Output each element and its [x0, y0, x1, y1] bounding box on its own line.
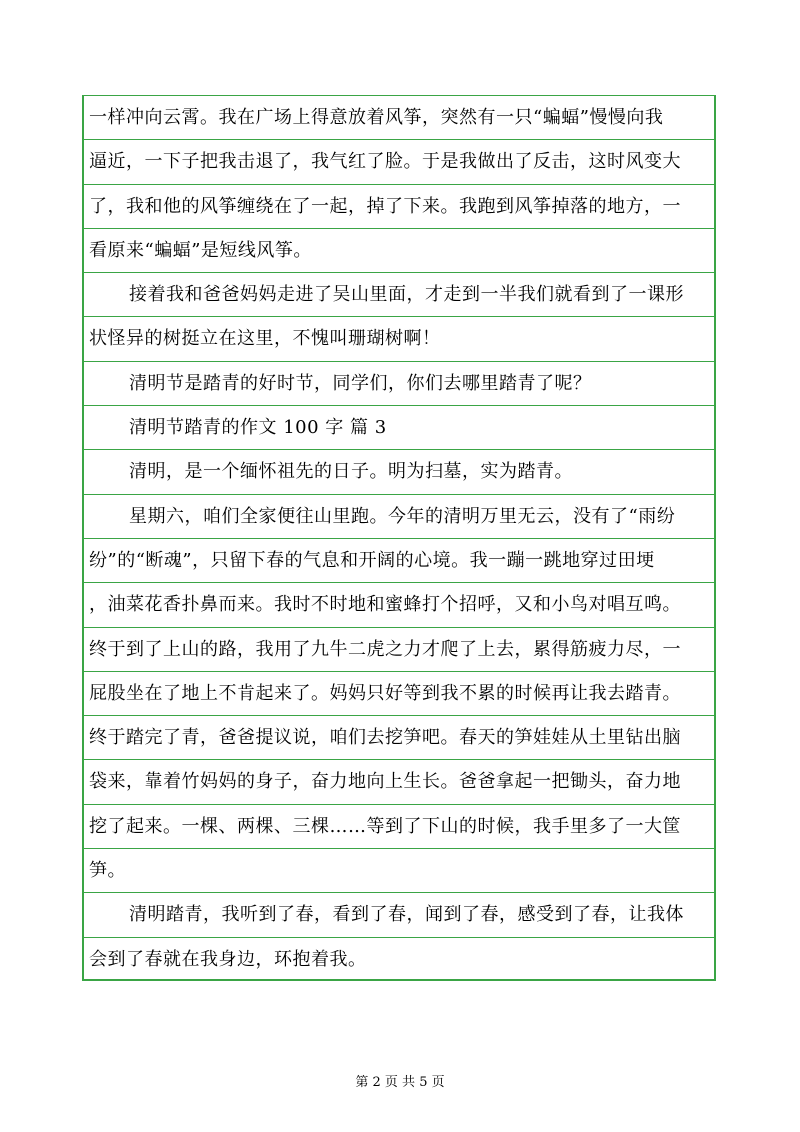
page-footer: 第 2 页 共 5 页	[355, 1075, 445, 1090]
text-line: 清明，是一个缅怀祖先的日子。明为扫墓，实为踏青。	[84, 449, 714, 493]
text-line: 了，我和他的风筝缠绕在了一起，掉了下来。我跑到风筝掉落的地方，一	[84, 184, 714, 228]
text-line: 清明踏青，我听到了春，看到了春，闻到了春，感受到了春，让我体	[84, 892, 714, 936]
text-line: 终于踏完了青，爸爸提议说，咱们去挖笋吧。春天的笋娃娃从土里钻出脑	[84, 715, 714, 759]
lined-page	[82, 95, 716, 981]
text-line: 一样冲向云霄。我在广场上得意放着风筝，突然有一只“蝙蝠”慢慢向我	[84, 95, 714, 139]
text-line: 会到了春就在我身边，环抱着我。	[84, 937, 714, 981]
text-line: 清明节是踏青的好时节，同学们，你们去哪里踏青了呢？	[84, 361, 714, 405]
text-line: 逼近，一下子把我击退了，我气红了脸。于是我做出了反击，这时风变大	[84, 139, 714, 183]
text-line: 纷”的“断魂”，只留下春的气息和开阔的心境。我一蹦一跳地穿过田埂	[84, 538, 714, 582]
text-line: 看原来“蝙蝠”是短线风筝。	[84, 228, 714, 272]
text-line: 袋来，靠着竹妈妈的身子，奋力地向上生长。爸爸拿起一把锄头，奋力地	[84, 759, 714, 803]
text-line: 终于到了上山的路，我用了九牛二虎之力才爬了上去，累得筋疲力尽，一	[84, 627, 714, 671]
text-line: 星期六，咱们全家便往山里跑。今年的清明万里无云，没有了“雨纷	[84, 494, 714, 538]
text-line: 接着我和爸爸妈妈走进了吴山里面，才走到一半我们就看到了一课形	[84, 272, 714, 316]
text-line: 状怪异的树挺立在这里，不愧叫珊瑚树啊！	[84, 316, 714, 360]
text-line: 挖了起来。一棵、两棵、三棵……等到了下山的时候，我手里多了一大筐	[84, 804, 714, 848]
text-line: 笋。	[84, 848, 714, 892]
text-line: ，油菜花香扑鼻而来。我时不时地和蜜蜂打个招呼，又和小鸟对唱互鸣。	[84, 582, 714, 626]
text-line: 清明节踏青的作文 100 字 篇 3	[84, 405, 714, 449]
text-line: 屁股坐在了地上不肯起来了。妈妈只好等到我不累的时候再让我去踏青。	[84, 671, 714, 715]
